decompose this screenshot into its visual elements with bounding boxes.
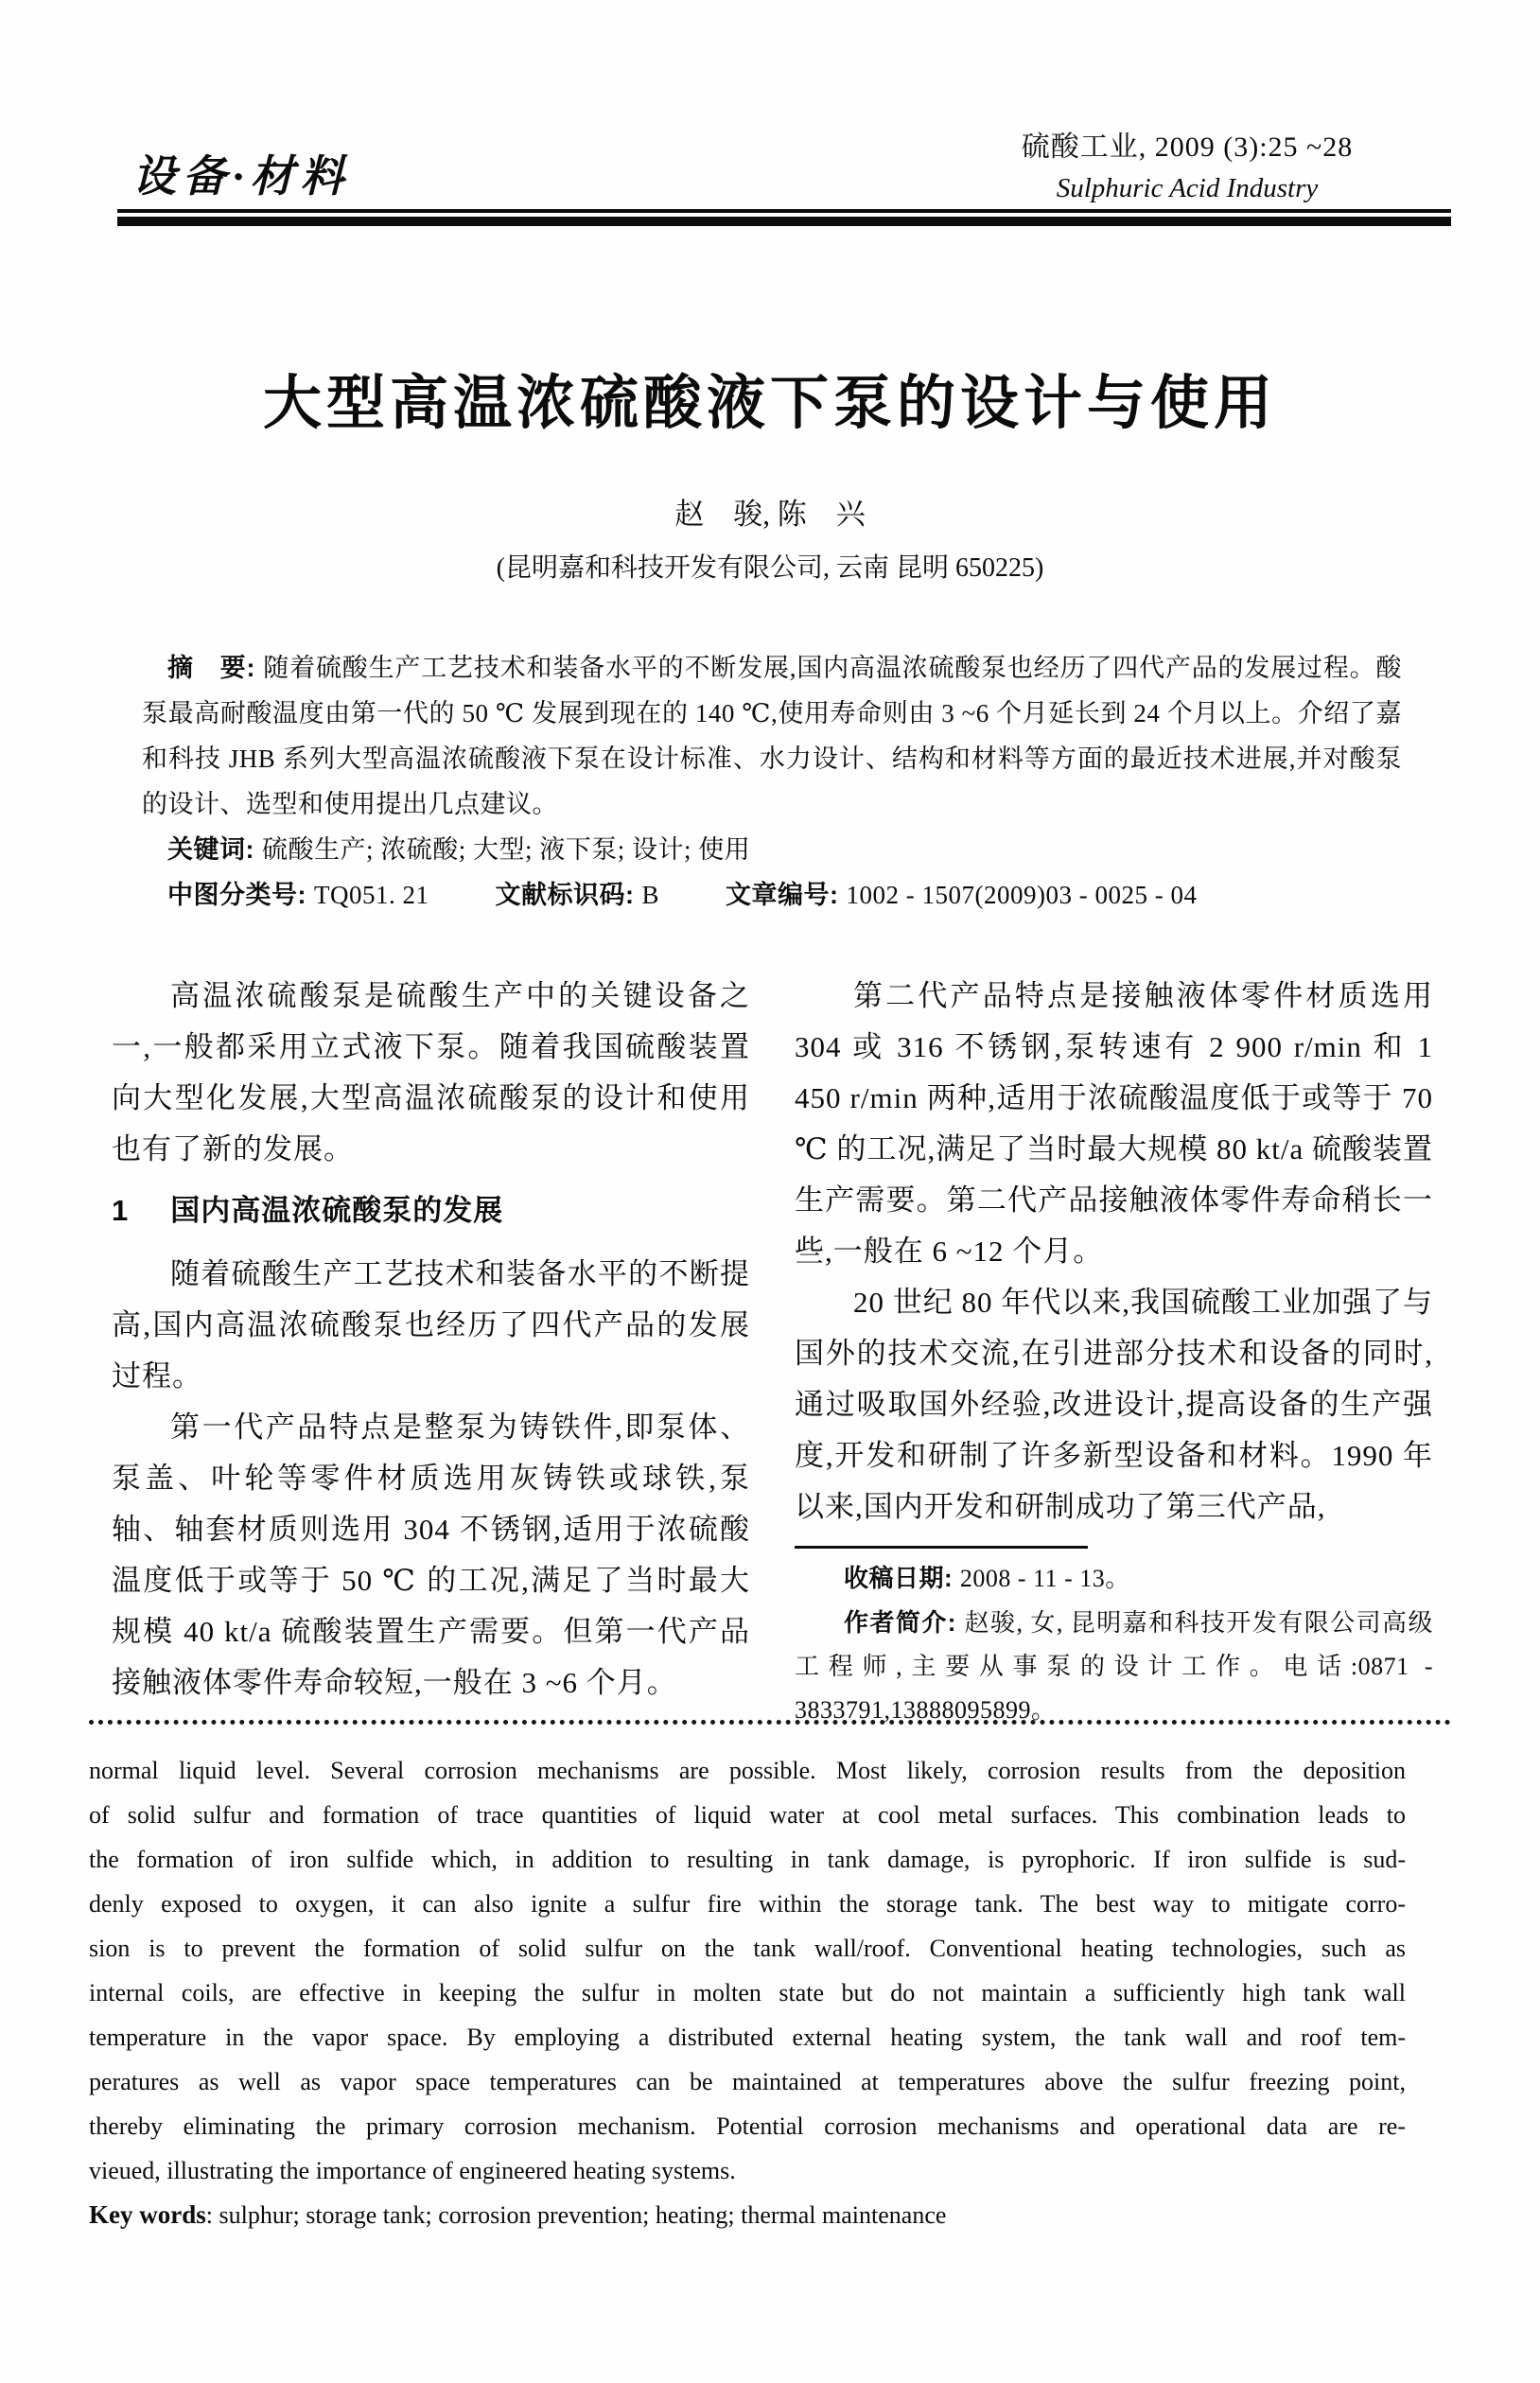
author-bio-label: 作者简介: (844, 1608, 965, 1637)
abstract-label: 摘 要: (167, 654, 264, 682)
keywords-line (142, 827, 1402, 872)
section-title: 国内高温浓硫酸泵的发展 (170, 1194, 504, 1227)
journal-name-english: Sulphuric Acid Industry (1056, 173, 1319, 203)
english-line: of solid sulfur and formation of trace quantities of liquid water at cool metal surfaces. This combination leads to (89, 1801, 1406, 1829)
article-no-value: 1002 - 1507(2009)03 - 0025 - 04 (846, 881, 1198, 909)
column-tag: 设备·材料 (132, 152, 351, 201)
english-line: the formation of iron sulfide which, in addition to resulting in tank damage, is pyrophoric. If iron sulfide is sud- (89, 1846, 1406, 1873)
body-paragraph: 20 世纪 80 年代以来,我国硫酸工业加强了与国外的技术交流,在引进部分技术和设备的同时,通过吸取国外经验,改进设计,提高设备的生产强度,开发和研制了许多新型设备和材料。1990 年以来,国内开发和研制成功了第三代产品, (795, 1286, 1433, 1523)
english-line: vieued, illustrating the importance of engineered heating systems. (89, 2157, 736, 2184)
classification-line (142, 872, 1402, 918)
section-heading-1 (112, 1192, 750, 1230)
doc-code-value: B (641, 881, 660, 909)
header-rule (117, 209, 1451, 226)
received-date-line (795, 1556, 1433, 1601)
left-column (112, 971, 750, 1708)
journal-info (941, 123, 1433, 204)
english-line: thereby eliminating the primary corrosion mechanism. Potential corrosion mechanisms and operational data are re- (89, 2112, 1406, 2140)
body-paragraph: 随着硫酸生产工艺技术和装备水平的不断提高,国内高温浓硫酸泵也经历了四代产品的发展过程。 (112, 1257, 750, 1393)
body-paragraph: 第一代产品特点是整泵为铸铁件,即泵体、泵盖、叶轮等零件材质选用灰铸铁或球铁,泵轴、轴套材质则选用 304 不锈钢,适用于浓硫酸温度低于或等于 50 ℃ 的工况,满足了当时最大规模 40 kt/a 硫酸装置生产需要。但第一代产品接触液体零件寿命较短,一般在 3 ~6 个月。 (112, 1411, 750, 1699)
english-keywords-label: Key words (89, 2200, 206, 2229)
right-column (795, 971, 1433, 1732)
section-number: 1 (112, 1194, 130, 1227)
journal-citation: 硫酸工业, 2009 (3):25 ~28 (1021, 131, 1354, 163)
dotted-divider (89, 1720, 1451, 1725)
affiliation: (昆明嘉和科技开发有限公司, 云南 昆明 650225) (496, 553, 1044, 583)
body-paragraph: 第二代产品特点是接触液体零件材质选用 304 或 316 不锈钢,泵转速有 2 900 r/min 和 1 450 r/min 两种,适用于浓硫酸温度低于或等于 70 ℃ 的工况,满足了当时最大规模 80 kt/a 硫酸装置生产需要。第二代产品接触液体零件寿命稍长一些,一般在 6 ~12 个月。 (795, 979, 1433, 1268)
english-line: internal coils, are effective in keeping the sulfur in molten state but do not maintain a sufficiently high tank wall (89, 1979, 1406, 2006)
authors: 赵 骏, 陈 兴 (674, 498, 866, 531)
english-line: temperature in the vapor space. By employing a distributed external heating system, the tank wall and roof tem- (89, 2024, 1406, 2051)
clc-label: 中图分类号: (167, 881, 314, 909)
footnote-rule (795, 1546, 1088, 1549)
body-paragraph: 高温浓硫酸泵是硫酸生产中的关键设备之一,一般都采用立式液下泵。随着我国硫酸装置向大型化发展,大型高温浓硫酸泵的设计和使用也有了新的发展。 (112, 979, 750, 1165)
author-bio-text: 赵骏, 女, 昆明嘉和科技开发有限公司高级工程师,主要从事泵的设计工作。电话:0871 - 3833791,13888095899。 (795, 1609, 1433, 1724)
english-keywords-line (89, 2193, 1406, 2237)
english-line: normal liquid level. Several corrosion mechanisms are possible. Most likely, corrosion results from the deposition (89, 1757, 1406, 1784)
clc-value: TQ051. 21 (314, 881, 429, 909)
author-bio-line (795, 1601, 1433, 1732)
doc-code-label: 文献标识码: (495, 881, 642, 909)
header-rule-thin (117, 209, 1451, 213)
abstract-paragraph (142, 645, 1402, 827)
keywords-text: 硫酸生产; 浓硫酸; 大型; 液下泵; 设计; 使用 (262, 835, 751, 864)
received-date-label: 收稿日期: (844, 1564, 960, 1592)
page-title: 大型高温浓硫酸液下泵的设计与使用 (262, 372, 1277, 436)
article-no-label: 文章编号: (726, 881, 847, 909)
footnote-block (795, 1546, 1433, 1732)
abstract-text: 随着硫酸生产工艺技术和装备水平的不断发展,国内高温浓硫酸泵也经历了四代产品的发展过程。酸泵最高耐酸温度由第一代的 50 ℃ 发展到现在的 140 ℃,使用寿命则由 3 ~6 个月延长到 24 个月以上。介绍了嘉和科技 JHB 系列大型高温浓硫酸液下泵在设计标准、水力设计、结构和材料等方面的最近技术进展,并对酸泵的设计、选型和使用提出几点建议。 (142, 654, 1402, 818)
keywords-label: 关键词: (167, 835, 262, 864)
english-line: denly exposed to oxygen, it can also ignite a sulfur fire within the storage tank. The best way to mitigate corro- (89, 1890, 1406, 1918)
received-date-value: 2008 - 11 - 13。 (959, 1565, 1130, 1592)
english-line: sion is to prevent the formation of solid sulfur on the tank wall/roof. Conventional heating technologies, such as (89, 1935, 1406, 1962)
english-line: peratures as well as vapor space temperatures can be maintained at temperatures above the sulfur freezing point, (89, 2068, 1406, 2095)
abstract-block (142, 645, 1402, 918)
english-abstract (89, 1748, 1406, 2237)
english-keywords-text: : sulphur; storage tank; corrosion prevention; heating; thermal maintenance (205, 2201, 947, 2229)
header-rule-thick (117, 217, 1451, 226)
